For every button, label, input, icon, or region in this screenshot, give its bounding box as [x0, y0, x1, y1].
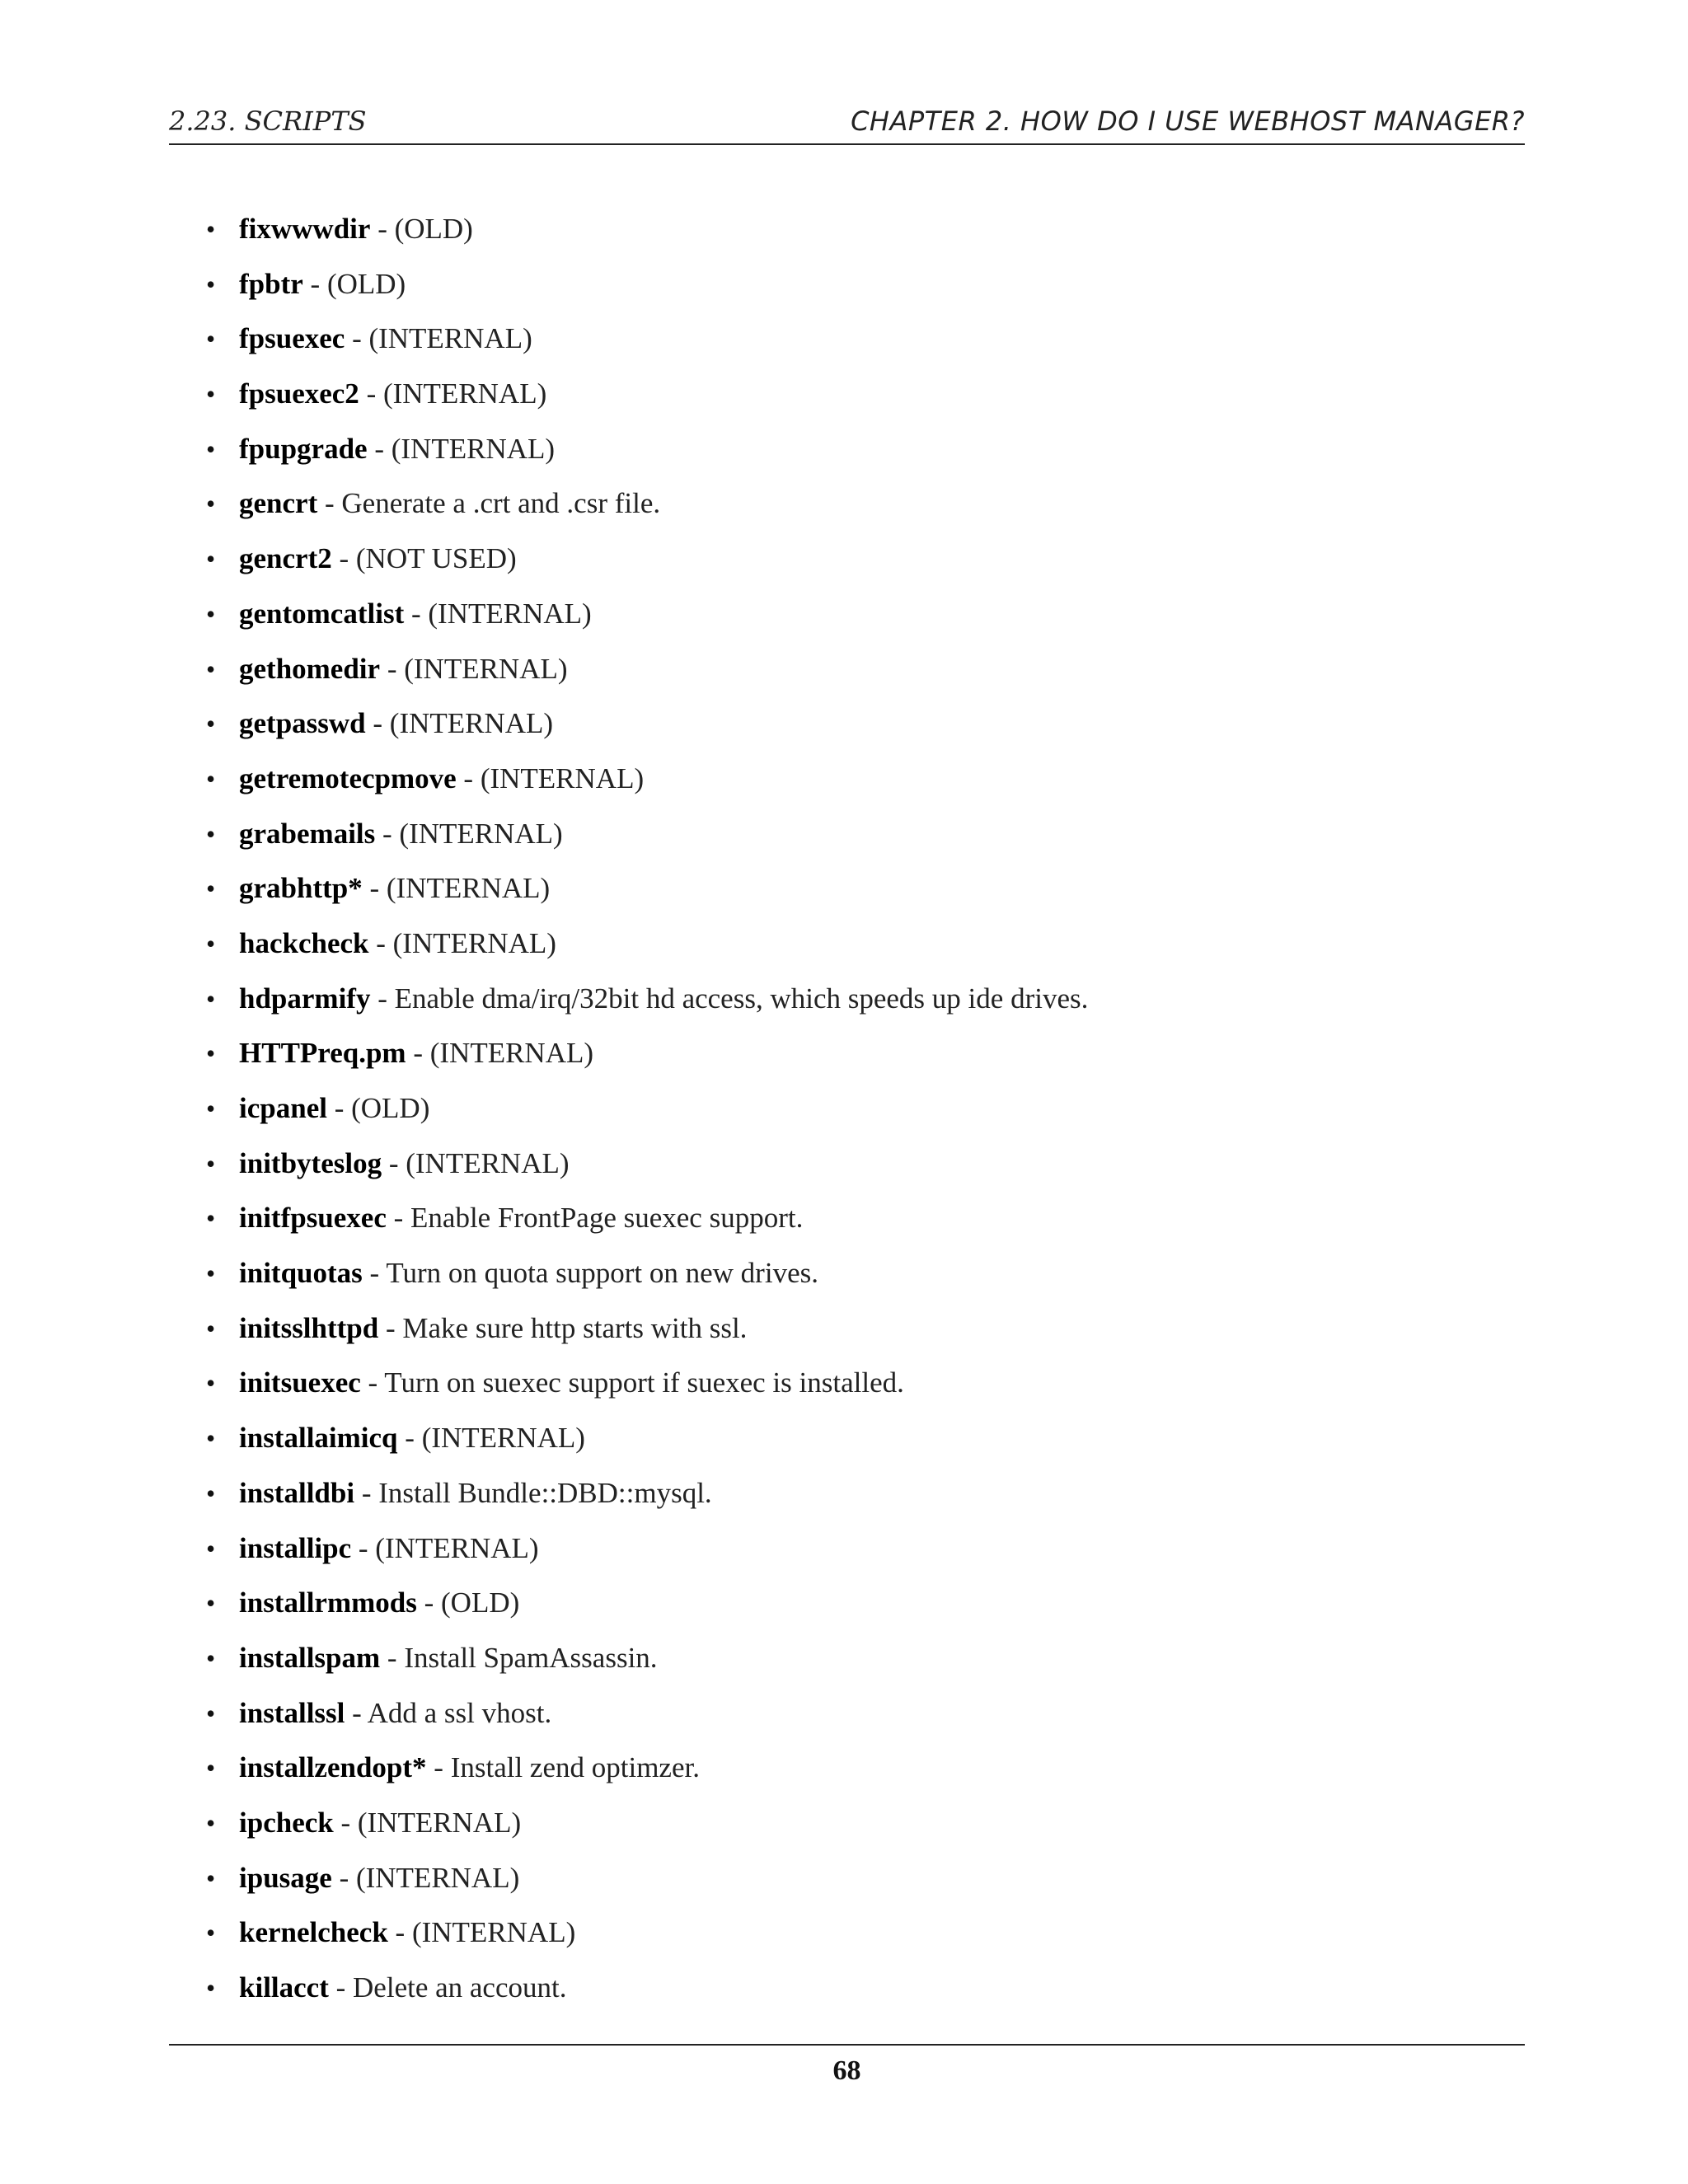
- script-description: (INTERNAL): [411, 1916, 576, 1949]
- separator: -: [382, 1146, 406, 1179]
- script-description: (INTERNAL): [375, 1531, 539, 1564]
- bullet-icon: •: [206, 434, 216, 464]
- page-number: 68: [832, 2055, 861, 2086]
- script-description: (INTERNAL): [382, 377, 547, 410]
- list-item-text: [239, 1030, 593, 1076]
- separator: -: [328, 1971, 354, 2004]
- bullet-icon: •: [206, 709, 216, 739]
- list-item-text: [239, 426, 555, 472]
- bullet-icon: •: [206, 598, 216, 629]
- bullet-icon: •: [206, 324, 216, 354]
- separator: -: [456, 762, 481, 794]
- separator: -: [370, 982, 395, 1015]
- script-description: Make sure http starts with ssl.: [402, 1311, 748, 1344]
- separator: -: [386, 1202, 411, 1235]
- list-item-text: [239, 1085, 429, 1132]
- script-name: getpasswd: [239, 707, 366, 740]
- bullet-icon: •: [206, 1807, 216, 1838]
- list-item-text: [239, 1965, 566, 2011]
- script-description: Add a ssl vhost.: [367, 1696, 552, 1729]
- script-name: ipcheck: [239, 1806, 334, 1839]
- chapter-title: CHAPTER 2. HOW DO I USE WEBHOST MANAGER?: [851, 105, 1525, 137]
- script-description: Enable dma/irq/32bit hd access, which speeds up ide drives.: [394, 982, 1089, 1015]
- bullet-icon: •: [206, 1368, 216, 1399]
- list-item-text: [239, 206, 473, 252]
- script-name: killacct: [239, 1971, 329, 2004]
- separator: -: [360, 1366, 385, 1399]
- bullet-icon: •: [206, 1313, 216, 1343]
- script-description: (INTERNAL): [480, 762, 645, 794]
- script-name: fpbtr: [239, 267, 303, 300]
- script-description: (OLD): [441, 1586, 520, 1619]
- separator: -: [404, 597, 429, 630]
- script-name: hdparmify: [239, 982, 371, 1015]
- script-description: Enable FrontPage suexec support.: [410, 1202, 804, 1235]
- list-item-text: [239, 480, 660, 527]
- list-item-text: [239, 316, 532, 362]
- script-description: Install SpamAssassin.: [404, 1641, 658, 1674]
- section-title: 2.23. SCRIPTS: [169, 105, 367, 137]
- list-item-text: [239, 1470, 712, 1516]
- script-name: grabhttp*: [239, 872, 363, 905]
- list-item-text: [239, 1250, 818, 1296]
- separator: -: [333, 1806, 358, 1839]
- separator: -: [380, 652, 405, 685]
- script-name: ipusage: [239, 1861, 332, 1894]
- list-item-text: [239, 1580, 519, 1626]
- script-name: hackcheck: [239, 926, 369, 959]
- script-name: gencrt: [239, 487, 318, 520]
- script-description: (INTERNAL): [404, 652, 568, 685]
- script-description: (INTERNAL): [368, 322, 532, 355]
- script-name: initsuexec: [239, 1366, 361, 1399]
- script-name: installrmmods: [239, 1586, 417, 1619]
- list-item-text: [239, 1800, 521, 1846]
- script-name: installssl: [239, 1696, 345, 1729]
- separator: -: [416, 1586, 442, 1619]
- list-item-text: [239, 1526, 539, 1572]
- script-name: initsslhttpd: [239, 1311, 379, 1344]
- script-description: (INTERNAL): [421, 1422, 585, 1455]
- list-item-text: [239, 261, 406, 307]
- separator: -: [380, 1641, 405, 1674]
- script-description: Delete an account.: [353, 1971, 567, 2004]
- script-name: HTTPreq.pm: [239, 1037, 406, 1070]
- script-name: gethomedir: [239, 652, 381, 685]
- bullet-icon: •: [206, 1148, 216, 1179]
- separator: -: [365, 707, 390, 740]
- bullet-icon: •: [206, 818, 216, 849]
- bullet-icon: •: [206, 1423, 216, 1454]
- list-item-text: [239, 591, 592, 637]
- script-description: (INTERNAL): [428, 597, 592, 630]
- script-name: initquotas: [239, 1257, 363, 1290]
- list-item-text: [239, 701, 553, 747]
- separator: -: [331, 1861, 356, 1894]
- list-item-text: [239, 1690, 551, 1736]
- page-header: [169, 104, 1525, 145]
- script-description: (INTERNAL): [391, 432, 556, 465]
- separator: -: [368, 926, 393, 959]
- bullet-icon: •: [206, 379, 216, 410]
- list-item-text: [239, 865, 550, 912]
- script-description: Install zend optimzer.: [450, 1751, 700, 1784]
- bullet-icon: •: [206, 928, 216, 958]
- script-description: Turn on quota support on new drives.: [386, 1257, 818, 1290]
- bullet-icon: •: [206, 1973, 216, 2003]
- script-name: getremotecpmove: [239, 762, 457, 794]
- script-description: Install Bundle::DBD::mysql.: [378, 1476, 712, 1509]
- bullet-icon: •: [206, 544, 216, 574]
- script-description: (INTERNAL): [357, 1806, 522, 1839]
- list-item-text: [239, 921, 556, 967]
- bullet-icon: •: [206, 1588, 216, 1619]
- bullet-icon: •: [206, 1203, 216, 1234]
- bullet-icon: •: [206, 489, 216, 519]
- bullet-icon: •: [206, 1533, 216, 1563]
- separator: -: [354, 1476, 379, 1509]
- list-item-text: [239, 1415, 585, 1461]
- list-item-text: [239, 976, 1088, 1022]
- list-item-text: [239, 756, 644, 802]
- separator: -: [317, 487, 342, 520]
- bullet-icon: •: [206, 1753, 216, 1783]
- separator: -: [406, 1037, 430, 1070]
- script-description: (OLD): [326, 267, 406, 300]
- script-description: (OLD): [394, 213, 473, 245]
- list-item-text: [239, 1855, 519, 1901]
- separator: -: [326, 1092, 352, 1124]
- list-item-text: [239, 1305, 747, 1352]
- separator: -: [397, 1422, 422, 1455]
- bullet-icon: •: [206, 1863, 216, 1893]
- script-name: installipc: [239, 1531, 352, 1564]
- separator: -: [370, 213, 395, 245]
- separator: -: [302, 267, 327, 300]
- bullet-icon: •: [206, 1094, 216, 1123]
- separator: -: [345, 1696, 368, 1729]
- script-description: (NOT USED): [355, 542, 517, 575]
- script-name: initbyteslog: [239, 1146, 382, 1179]
- bullet-icon: •: [206, 1038, 216, 1069]
- list-item-text: [239, 1635, 658, 1681]
- script-description: (OLD): [351, 1092, 430, 1124]
- script-name: fpsuexec2: [239, 377, 359, 410]
- list-item-text: [239, 371, 546, 417]
- separator: -: [367, 432, 392, 465]
- script-name: fixwwwdir: [239, 213, 371, 245]
- bullet-icon: •: [206, 654, 216, 684]
- list-item-text: [239, 646, 568, 692]
- script-name: grabemails: [239, 817, 376, 850]
- list-item-text: [239, 1910, 575, 1956]
- separator: -: [331, 542, 356, 575]
- list-item-text: [239, 1195, 803, 1241]
- script-name: icpanel: [239, 1092, 327, 1124]
- separator: -: [351, 1531, 376, 1564]
- script-description: (INTERNAL): [429, 1037, 594, 1070]
- script-description: (INTERNAL): [389, 707, 554, 740]
- script-description: (INTERNAL): [399, 817, 563, 850]
- script-name: kernelcheck: [239, 1916, 388, 1949]
- bullet-icon: •: [206, 1918, 216, 1948]
- script-name: gentomcatlist: [239, 597, 405, 630]
- list-item-text: [239, 1141, 570, 1187]
- separator: -: [362, 872, 387, 905]
- bullet-icon: •: [206, 1698, 216, 1728]
- script-name: installaimicq: [239, 1422, 398, 1455]
- bullet-icon: •: [206, 269, 216, 299]
- script-name: fpsuexec: [239, 322, 345, 355]
- bullet-icon: •: [206, 1478, 216, 1508]
- script-name: installspam: [239, 1641, 381, 1674]
- script-description: (INTERNAL): [392, 926, 556, 959]
- separator: -: [359, 377, 383, 410]
- separator: -: [426, 1751, 451, 1784]
- script-description: (INTERNAL): [406, 1146, 570, 1179]
- bullet-icon: •: [206, 763, 216, 794]
- separator: -: [362, 1257, 387, 1290]
- bullet-icon: •: [206, 874, 216, 904]
- separator: -: [378, 1311, 403, 1344]
- list-item-text: [239, 536, 517, 582]
- separator: -: [375, 817, 400, 850]
- list-item-text: [239, 1360, 904, 1406]
- bullet-icon: •: [206, 214, 216, 244]
- script-description: Turn on suexec support if suexec is installed.: [384, 1366, 904, 1399]
- script-name: installdbi: [239, 1476, 355, 1509]
- separator: -: [345, 322, 369, 355]
- separator: -: [387, 1916, 412, 1949]
- script-description: (INTERNAL): [386, 872, 551, 905]
- script-name: installzendopt*: [239, 1751, 427, 1784]
- script-description: (INTERNAL): [355, 1861, 520, 1894]
- script-description: Generate a .crt and .csr file.: [341, 487, 661, 520]
- bullet-icon: •: [206, 1643, 216, 1673]
- script-name: gencrt2: [239, 542, 332, 575]
- script-name: fpupgrade: [239, 432, 368, 465]
- bullet-icon: •: [206, 1258, 216, 1289]
- page-footer: [169, 2044, 1525, 2087]
- bullet-icon: •: [206, 983, 216, 1014]
- script-name: initfpsuexec: [239, 1202, 387, 1235]
- list-item-text: [239, 811, 563, 857]
- list-item-text: [239, 1745, 700, 1791]
